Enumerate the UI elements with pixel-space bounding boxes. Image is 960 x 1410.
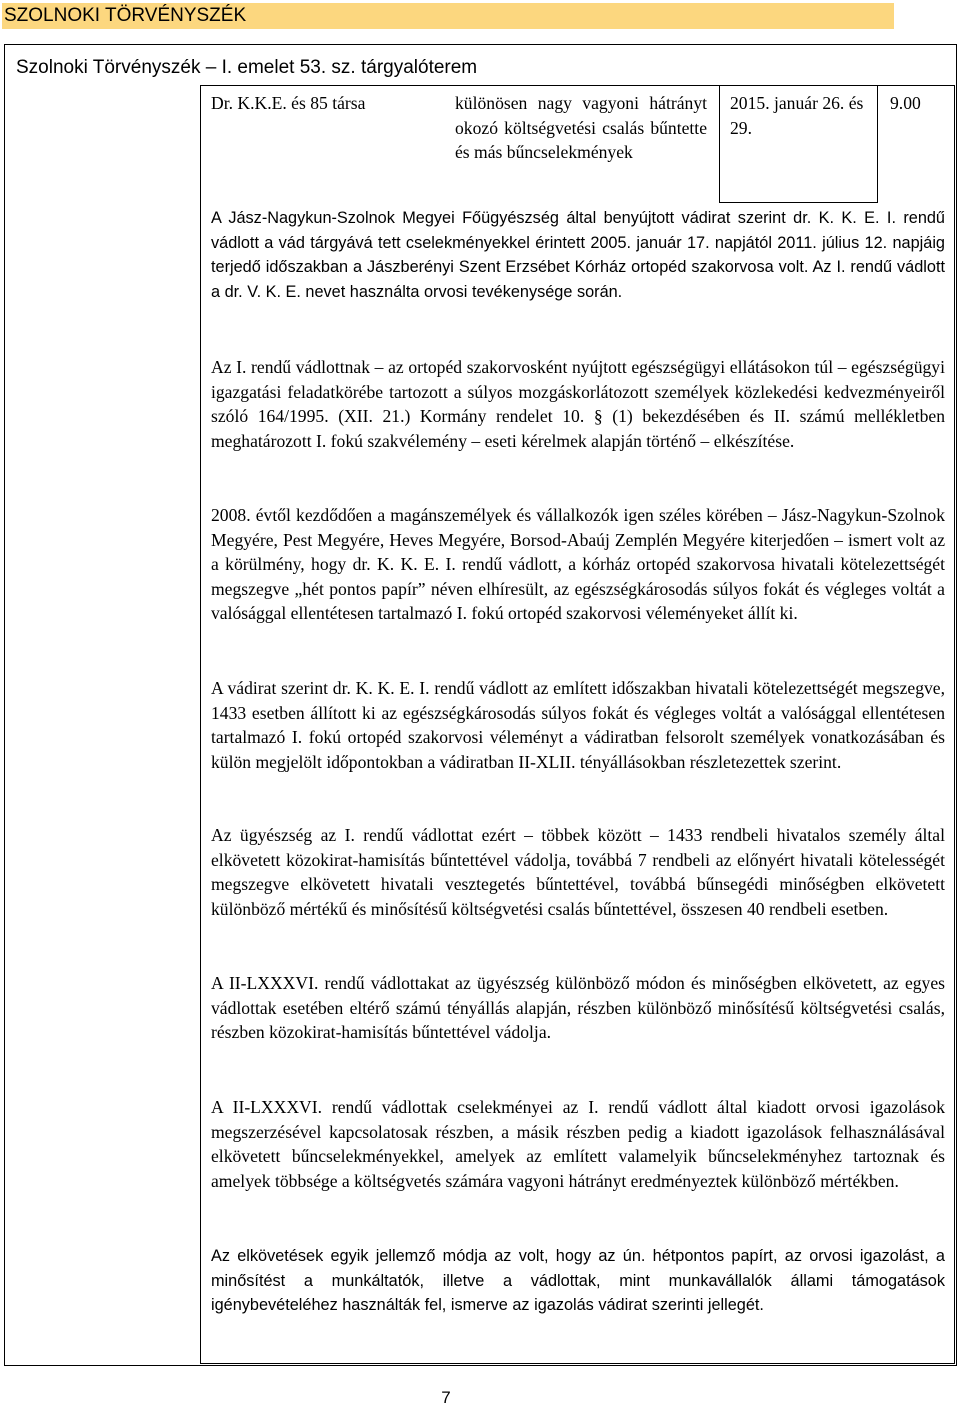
paragraph: A II-LXXXVI. rendű vádlottakat az ügyészség különböző módon és minőségben elkövetett, az egyes vádlottak esetében eltérő számú tényállás alapján, részben különböző minősítésű költségvetési csalás, részben közokirat-hamisítás bűntettével vádolja. xyxy=(211,973,945,1043)
paragraph: A II-LXXXVI. rendű vádlottak cselekményei az I. rendű vádlott által kiadott orvosi igazolások megszerzésével kapcsolatosak részben, a másik részben pedig a kiadott igazolások felhasználásával elkövetett bűncselekményekkel, amelyek az említett valamelyik bűncselekményhez tartoznak és amelyek többsége a költségvetés számára vagyoni hátrányt eredményeztek különböző mértékben. xyxy=(211,1097,945,1191)
table-divider xyxy=(719,85,720,203)
table-divider xyxy=(877,85,878,203)
case-time: 9.00 xyxy=(890,93,921,113)
paragraph: Az elkövetések egyik jellemző módja az volt, hogy az ún. hétpontos papírt, az orvosi igazolást, a minősítést a munkáltatók, illetve a vádlottak, mint munkavállalók állami támogatások igénybevételéhez használták fel, ismerve az igazolás vádirat szerinti jellegét. xyxy=(211,1247,945,1315)
paragraph: A Jász-Nagykun-Szolnok Megyei Főügyészség által benyújtott vádirat szerint dr. K. K. E. I. rendű vádlott a vád tárgyává tett cselekményekkel érintett 2005. január 17. napjától 2011. július 12. napjáig terjedő időszakban a Jászberényi Szent Erzsébet Kórház ortopéd szakorvosa volt. Az I. rendű vádlott a dr. V. K. E. nevet használta orvosi tevékenysége során. xyxy=(211,209,945,301)
paragraph: 2008. évtől kezdődően a magánszemélyek és vállalkozók igen széles körében – Jász-Nagykun-Szolnok Megyére, Pest Megyére, Heves Megyére, Borsod-Abaúj Zemplén Megyére kiterjedően – ismert volt az a körülmény, hogy dr. K. K. E. I. rendű vádlott, a kórház ortopéd szakorvosa hivatali kötelezettségét megszegve „hét pontos papír” néven elhíresült, az egészségkárosodás súlyos fokát és végleges voltát a valósággal ellentétesen tartalmazó I. fokú ortopéd szakorvosi véleményeket állít ki. xyxy=(211,505,945,624)
court-header: SZOLNOKI TÖRVÉNYSZÉK xyxy=(2,3,894,29)
paragraph: Az I. rendű vádlottnak – az ortopéd szakorvosként nyújtott egészségügyi ellátásokon túl – egészségügyi igazgatási feladatkörébe tartozott a súlyos mozgáskorlátozott személyek közlekedési kedvezményeiről szóló 164/1995. (XII. 21.) Kormány rendelet 10. § (1) bekezdésében és II. számú mellékletben meghatározott I. fokú szakvélemény – eseti kérelmek alapján történő – elkészítése. xyxy=(211,357,945,451)
paragraph: A vádirat szerint dr. K. K. E. I. rendű vádlott az említett időszakban hivatali kötelezettségét megszegve, 1433 esetben állított ki az egészségkárosodás súlyos fokát és végleges voltát a valósággal ellentétesen tartalmazó I. fokú ortopéd szakorvosi véleményt a vádiratban felsorolt személyek vonatkozásában és külön megjelölt időpontokban a vádiratban II-XLII. tényállásokban részletezettek szerint. xyxy=(211,678,945,772)
page-number: 7 xyxy=(441,1388,451,1407)
case-defendant: Dr. K.K.E. és 85 társa xyxy=(211,93,366,113)
case-charge: különösen nagy vagyoni hátrányt okozó költségvetési csalás bűntette és más bűncselekmények xyxy=(455,93,707,162)
table-divider xyxy=(719,202,878,203)
paragraph: Az ügyészség az I. rendű vádlottat ezért – többek között – 1433 rendbeli hivatalos személy által elkövetett közokirat-hamisítás bűntettével vádolja, továbbá 7 rendbeli az előnyért hivatali kötelességét megszegve elkövetett hivatali vesztegetés bűntettével, továbbá bűnsegédi minőségben elkövetett különböző mértékű és minősítésű költségvetési csalás bűntettével, összesen 40 rendbeli esetben. xyxy=(211,825,945,919)
courtroom-location: Szolnoki Törvényszék – I. emelet 53. sz. tárgyalóterem xyxy=(16,57,478,78)
case-dates: 2015. január 26. és 29. xyxy=(730,93,864,138)
